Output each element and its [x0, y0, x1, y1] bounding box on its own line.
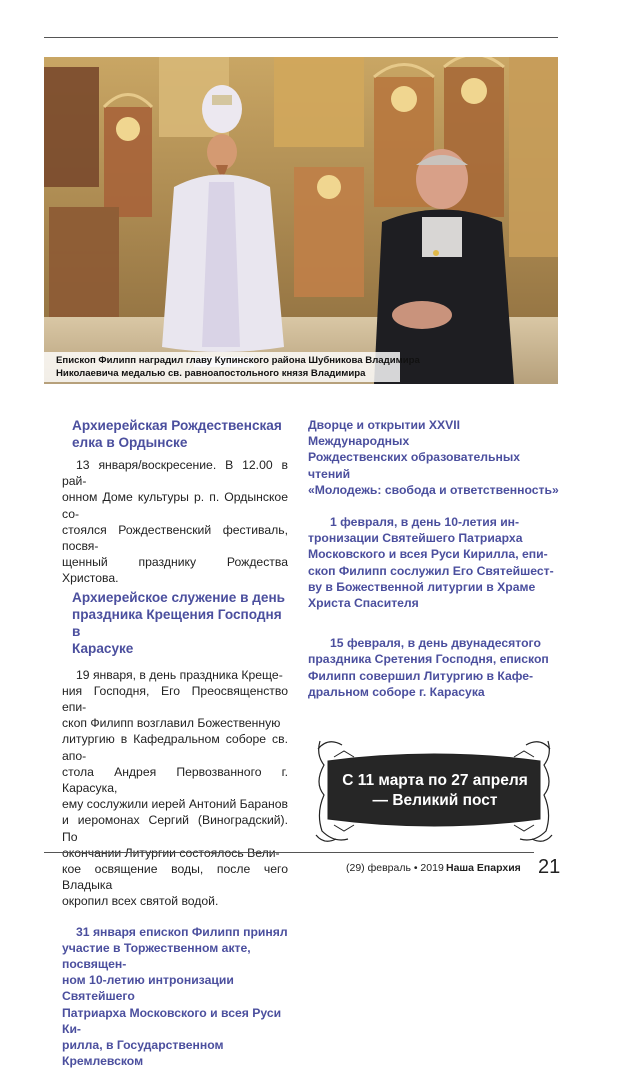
text-line: «Молодежь: свобода и ответственность» — [308, 482, 559, 497]
text-line: скоп Филипп возглавил Божественную — [62, 716, 281, 731]
text-line: и иеромонах Сергий (Виноградский). По — [62, 813, 288, 844]
caption-line: Николаевича медалью св. равноапостольного князя Владимира — [56, 368, 366, 379]
event-paragraph — [308, 635, 560, 700]
banner-line: — Великий пост — [372, 792, 498, 809]
heading-line: праздника Крещения Господня в — [72, 606, 282, 639]
text-line: 31 января епископ Филипп принял — [76, 924, 288, 939]
text-line: окропил всех святой водой. — [62, 894, 219, 909]
text-line: скоп Филипп сослужил Его Святейшест- — [308, 563, 554, 578]
text-line: Рождественских образовательных чтений — [308, 450, 521, 481]
text-line: 1 февраля, в день 10-летия ин- — [330, 515, 520, 530]
section-body — [62, 667, 288, 910]
heading-line: Архиерейская Рождественская — [72, 418, 282, 433]
event-paragraph — [62, 924, 288, 1070]
text-line: литургию в Кафедральном соборе св. апо- — [62, 732, 288, 763]
text-line: Филипп совершил Литургию в Кафе- — [308, 668, 534, 683]
text-line: стола Андрея Первозванного г. Карасука, — [62, 764, 288, 796]
text-line: Дворце и открытии XXVII Международных — [308, 418, 460, 449]
text-line: 19 января, в день праздника Креще- — [76, 667, 283, 682]
banner-line: С 11 марта по 27 апреля — [342, 772, 528, 789]
event-paragraph — [308, 514, 560, 611]
photo-caption — [44, 352, 420, 382]
magazine-name: Наша Епархия — [446, 862, 521, 874]
text-line: стоялся Рождественский фестиваль, посвя- — [62, 522, 288, 554]
photo — [44, 57, 558, 384]
heading-line: елка в Ордынске — [72, 435, 188, 450]
section-heading — [62, 417, 288, 451]
heading-line: Карасуке — [72, 640, 134, 656]
text-line: Христа Спасителя — [308, 596, 419, 611]
issue-info: (29) февраль • 2019 — [346, 862, 444, 874]
text-line: праздника Сретения Господня, епископ — [308, 652, 549, 667]
lent-banner-text — [330, 771, 540, 811]
section-heading — [62, 589, 288, 657]
left-column — [62, 417, 288, 1070]
section-body — [62, 457, 288, 587]
text-line: онном Доме культуры р. п. Ордынское со- — [62, 490, 288, 521]
text-line: кое освящение воды, после чего Владыка — [62, 862, 288, 893]
text-line: тронизации Святейшего Патриарха — [308, 531, 523, 546]
text-line: 15 февраля, в день двунадесятого — [330, 636, 541, 651]
text-line: Московского и всея Руси Кирилла, епи- — [308, 547, 548, 562]
text-line: рилла, в Государственном Кремлевском — [62, 1038, 224, 1069]
photo-illustration — [44, 57, 558, 384]
heading-line: Архиерейское служение в день — [72, 589, 286, 605]
text-line: 13 января/воскресение. В 12.00 в рай- — [62, 458, 288, 489]
top-rule — [44, 37, 558, 38]
bottom-rule — [44, 852, 534, 853]
event-paragraph-continued — [308, 417, 560, 498]
text-line: ния Господня, Его Преосвященство епи- — [62, 683, 288, 715]
text-line: Патриарха Московского и всея Руси Ки- — [62, 1005, 282, 1036]
text-line: ву в Божественной литургии в Храме — [308, 579, 536, 594]
caption-line: Епископ Филипп наградил главу Купинского района Шубникова Владимира — [56, 355, 420, 366]
text-line: ном 10-летию интронизации Святейшего — [62, 973, 234, 1004]
text-line: участие в Торжественном акте, посвящен- — [62, 940, 251, 972]
text-line: ему сослужили иерей Антоний Баранов — [62, 797, 288, 812]
text-line: щенный празднику Рождества Христова. — [62, 555, 288, 586]
page-number: 21 — [538, 856, 561, 878]
text-line: дральном соборе г. Карасука — [308, 684, 485, 699]
right-column — [308, 417, 560, 700]
